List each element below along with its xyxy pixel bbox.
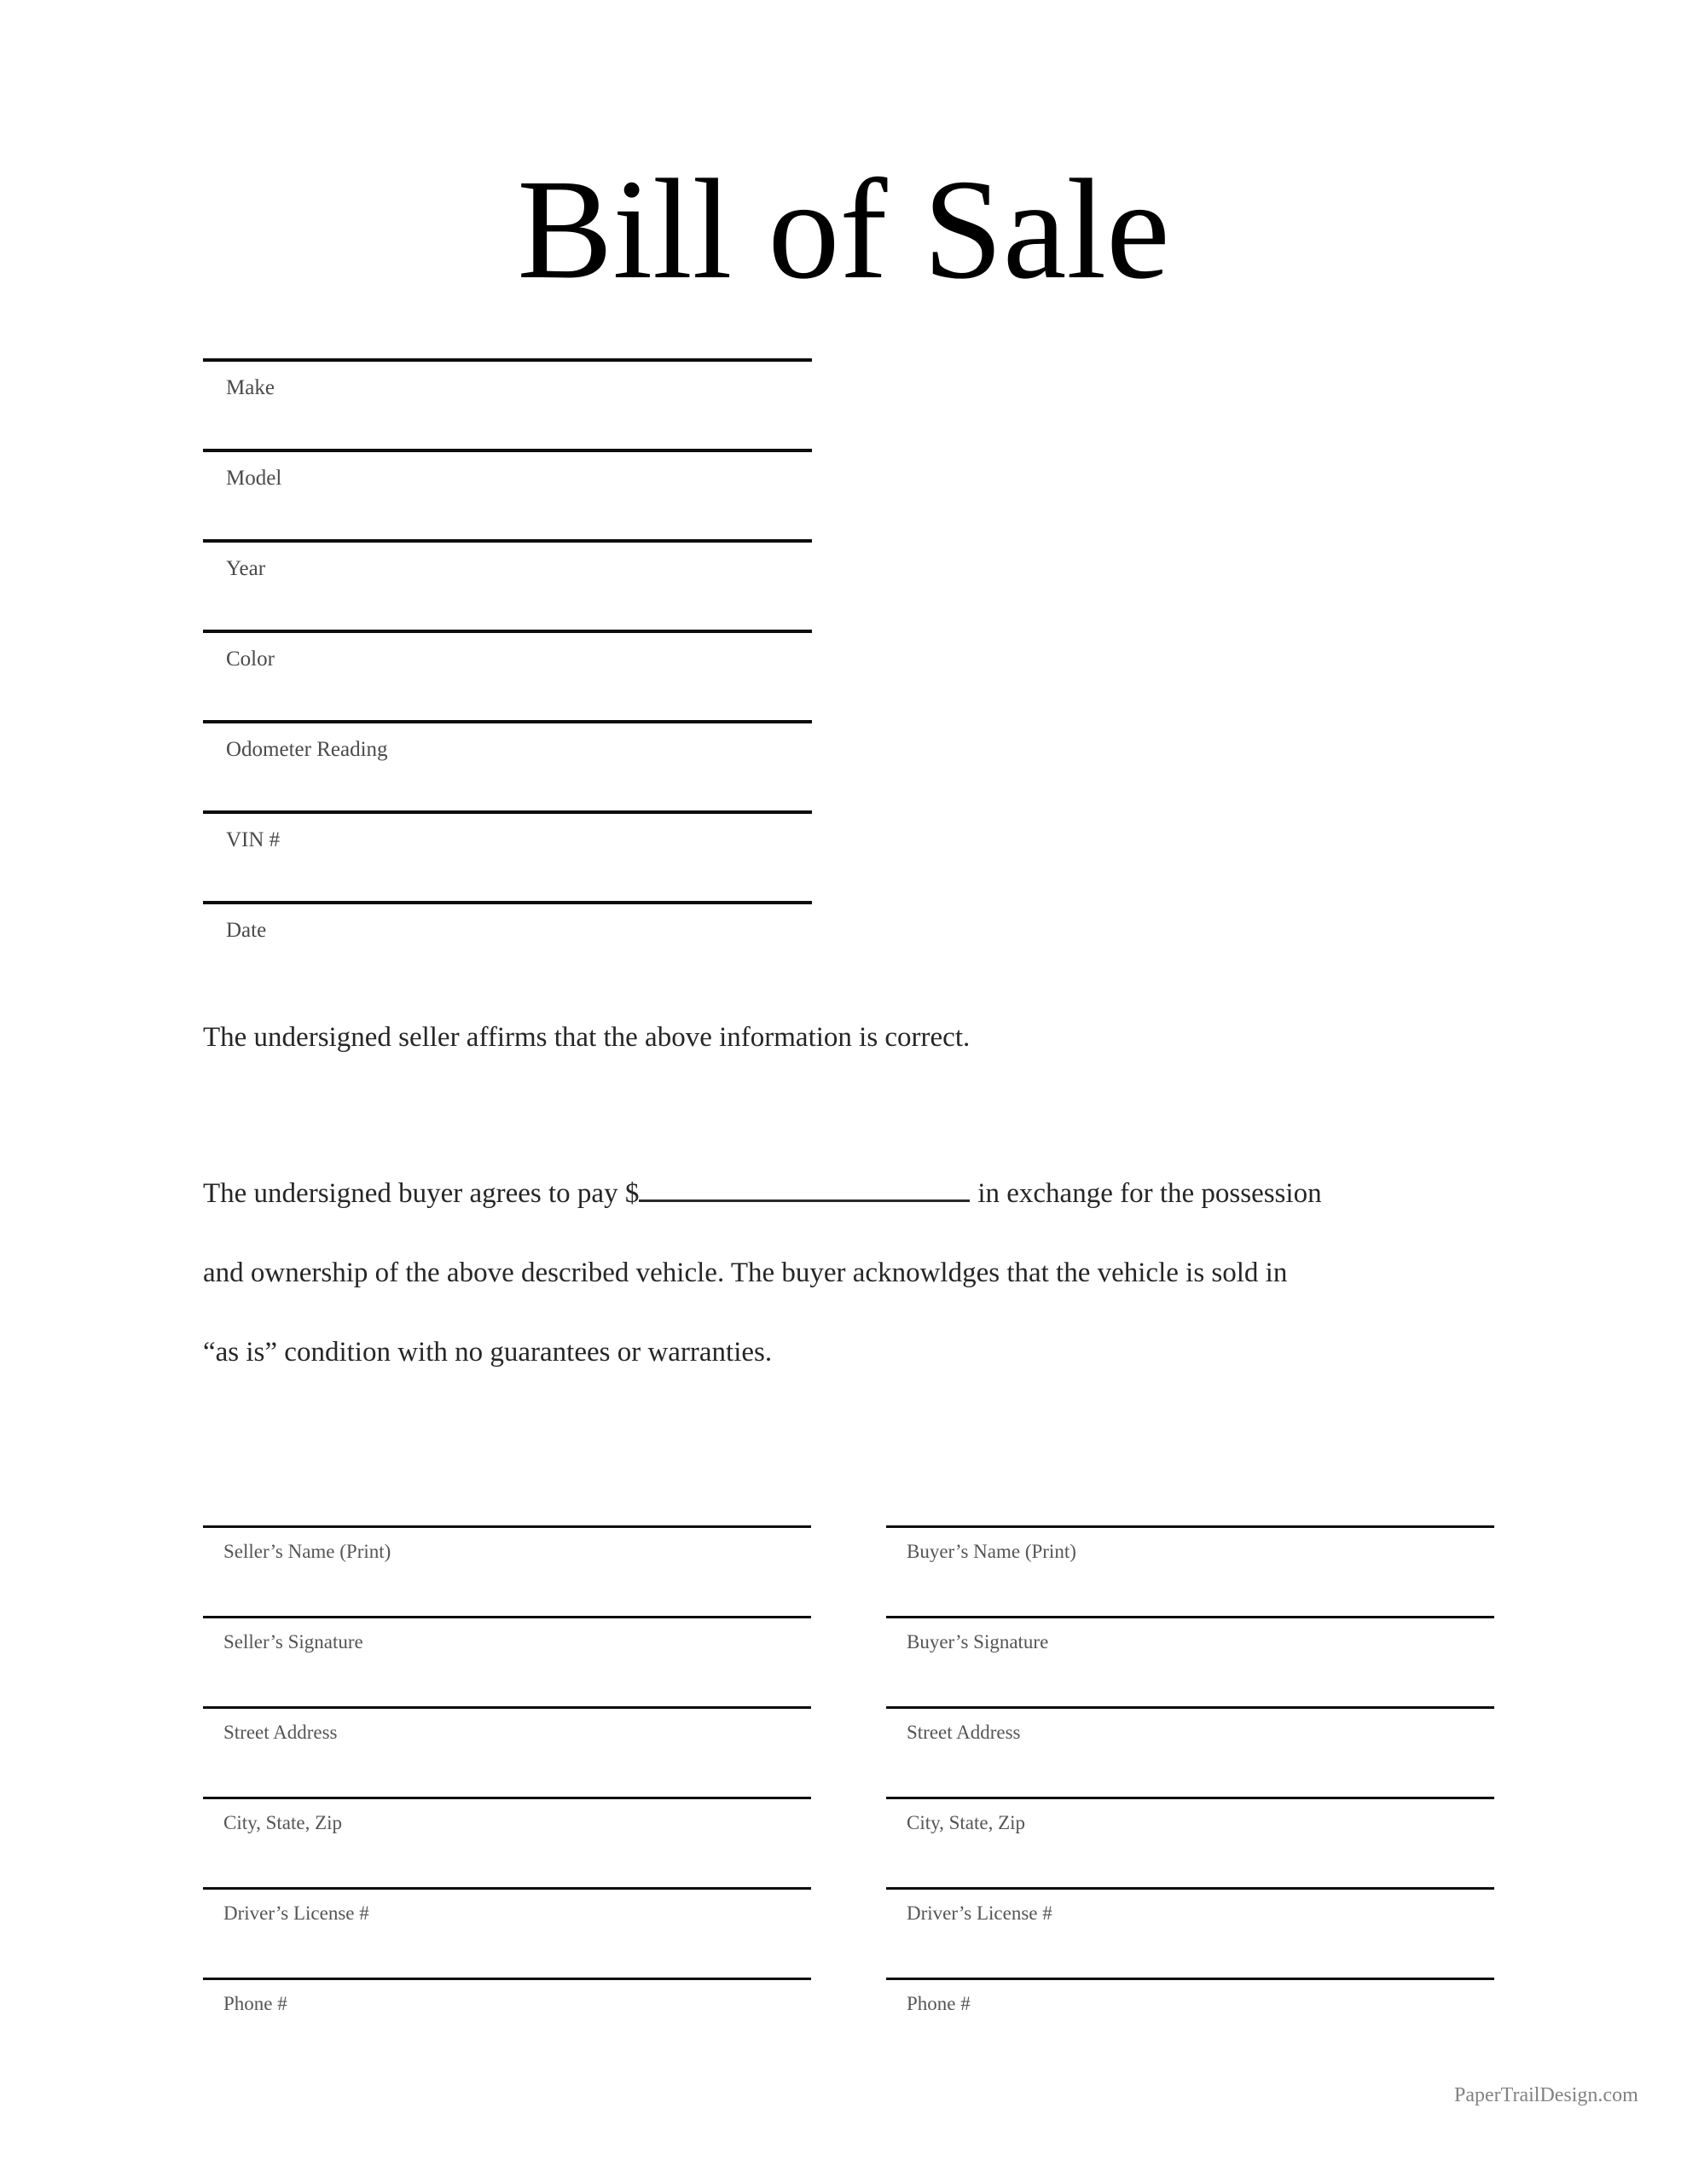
seller-street-address-field: [203, 1706, 811, 1797]
buyer-city-state-zip-label: City, State, Zip: [907, 1812, 1026, 1833]
buyer-street-address-field: [886, 1706, 1494, 1797]
seller-street-address-label: Street Address: [223, 1722, 338, 1743]
buyer-phone-label: Phone #: [907, 1993, 971, 2014]
seller-phone-field: [203, 1978, 811, 2068]
field-model-label: Model: [226, 467, 282, 490]
seller-signature-label: Seller’s Signature: [223, 1631, 363, 1653]
field-color-label: Color: [226, 648, 275, 671]
seller-city-state-zip-label: City, State, Zip: [223, 1812, 343, 1833]
seller-city-state-zip-field: [203, 1797, 811, 1887]
field-year: [203, 539, 812, 630]
amount-blank-line: [639, 1199, 970, 1202]
buyer-phone-field: [886, 1978, 1494, 2068]
seller-drivers-license-label: Driver’s License #: [223, 1902, 369, 1924]
seller-phone-label: Phone #: [223, 1993, 287, 2014]
buyer-name-field: [886, 1525, 1494, 1616]
buyer-agreement-line2: and ownership of the above described vehicle. The buyer acknowldges that the vehicle is sold in: [203, 1258, 1288, 1288]
document-title: Bill of Sale: [517, 150, 1170, 309]
signature-section: [203, 1525, 1494, 2068]
field-odometer-label: Odometer Reading: [226, 738, 388, 761]
field-vin-label: VIN #: [226, 828, 281, 851]
buyer-drivers-license-label: Driver’s License #: [907, 1902, 1052, 1924]
buyer-agreement-line1-suffix: in exchange for the possession: [977, 1178, 1322, 1209]
vehicle-info-section: [203, 358, 812, 991]
buyer-agreement-text: [203, 1154, 1322, 1392]
field-make: [203, 358, 812, 449]
buyer-agreement-line1: [203, 1154, 1322, 1234]
seller-name-label: Seller’s Name (Print): [223, 1541, 391, 1562]
buyer-city-state-zip-field: [886, 1797, 1494, 1887]
buyer-signature-field: [886, 1616, 1494, 1706]
buyer-agreement-line3: “as is” condition with no guarantees or warranties.: [203, 1337, 773, 1368]
field-model: [203, 449, 812, 539]
buyer-drivers-license-field: [886, 1887, 1494, 1978]
footer-credit: PaperTrailDesign.com: [1454, 2084, 1638, 2106]
buyer-street-address-label: Street Address: [907, 1722, 1021, 1743]
buyer-column: [886, 1525, 1494, 2068]
seller-signature-field: [203, 1616, 811, 1706]
seller-name-field: [203, 1525, 811, 1616]
buyer-signature-label: Buyer’s Signature: [907, 1631, 1049, 1653]
seller-drivers-license-field: [203, 1887, 811, 1978]
buyer-name-label: Buyer’s Name (Print): [907, 1541, 1076, 1562]
seller-column: [203, 1525, 811, 2068]
field-date: [203, 901, 812, 991]
field-make-label: Make: [226, 376, 275, 399]
field-date-label: Date: [226, 919, 267, 942]
field-color: [203, 630, 812, 720]
field-vin: [203, 810, 812, 901]
field-odometer: [203, 720, 812, 810]
field-year-label: Year: [226, 557, 266, 580]
seller-affirmation-text: The undersigned seller affirms that the above information is correct.: [203, 1022, 971, 1053]
buyer-agreement-line1-prefix: The undersigned buyer agrees to pay $: [203, 1178, 640, 1209]
